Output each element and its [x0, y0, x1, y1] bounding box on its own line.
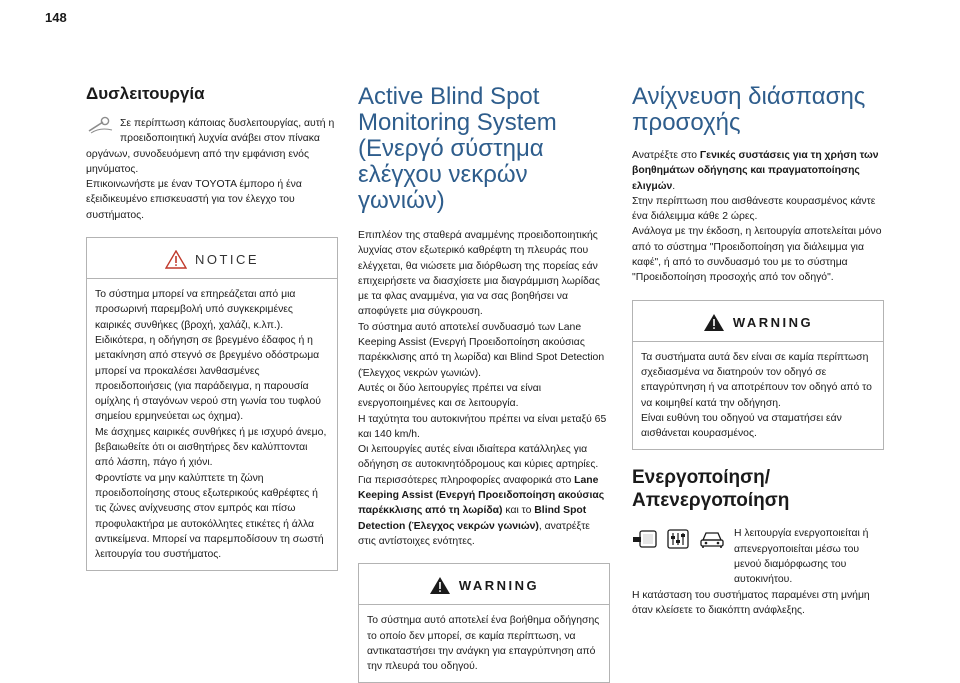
- car-icon: [698, 528, 726, 550]
- section-title-attention-detection: Ανίχνευση διάσπασης προσοχής: [632, 83, 866, 136]
- warning-header: [359, 572, 609, 605]
- column-malfunction: [86, 84, 338, 571]
- link-lane-keeping-assist: Lane Keeping Assist (Ενεργή Προειδοποίηση ακούσιας παρέκκλισης από τη λωρίδα): [358, 474, 605, 517]
- screen-menu-icon: [632, 528, 658, 550]
- paragraph: Η ταχύτητα του αυτοκινήτου πρέπει να είναι μεταξύ 65 και 140 km/h.: [358, 413, 607, 440]
- paragraph: Αυτές οι δύο λειτουργίες πρέπει να είναι ενεργοποιημένες και σε λειτουργία.: [358, 382, 542, 410]
- warning-text: Το σύστημα αυτό αποτελεί ένα βοήθημα οδήγησης το οποίο δεν μπορεί, σε καμία περίπτωση, να αντικαταστήσει την ανάγκη για επαγρύπνηση από την πλευρά του οδηγού.: [367, 615, 600, 673]
- warning-text: Τα συστήματα αυτά δεν είναι σε καμία περίπτωση σχεδιασμένα να διατηρούν τον οδηγό σε επαγρύπνηση ή να αποτρέπουν τον οδηγό από το να κοιμηθεί κατά την οδήγηση.: [641, 351, 872, 409]
- warning-triangle-icon: [165, 250, 187, 269]
- text-run: και το: [502, 505, 535, 517]
- section-title-active-blind-spot: Active Blind Spot Monitoring System (Ενεργό σύστημα ελέγχου νεκρών γωνιών): [358, 83, 557, 214]
- malfunction-text-2: Επικοινωνήστε με έναν TOYOTA έμπορο ή ένα εξειδικευμένο επισκευαστή για τον έλεγχο του συστήματος.: [86, 179, 302, 221]
- paragraph: Το σύστημα αυτό αποτελεί συνδυασμό των Lane Keeping Assist (Ενεργή Προειδοποίηση ακούσιας παρέκκλισης από τη λωρίδα) και Blind Spot Detection (Έλεγχος νεκρών γωνιών).: [358, 321, 605, 379]
- activation-icons: [632, 526, 726, 550]
- warning-label: WARNING: [732, 314, 814, 330]
- malfunction-text: Σε περίπτωση κάποιας δυσλειτουργίας, αυτή η προειδοποιητική λυχνία ανάβει στον πίνακα οργάνων, συνοδευόμενη από την εμφάνιση ενός μηνύματος.: [86, 118, 335, 175]
- warning-header: [633, 309, 883, 342]
- paragraph-cross-reference: [632, 148, 884, 194]
- text-run: .: [672, 180, 676, 192]
- text-run: Ανατρέξτε στο: [632, 150, 700, 161]
- activation-controls: [632, 526, 884, 587]
- notice-paragraph: Το σύστημα μπορεί να επηρεάζεται από μια προσωρινή παρεμβολή υπό συγκεκριμένες καιρικές συνθήκες (βροχή, χαλάζι, κ.λπ.).: [95, 289, 296, 331]
- malfunction-intro: [86, 116, 338, 223]
- notice-paragraph: Ειδικότερα, η οδήγηση σε βρεγμένο έδαφος ή η μετακίνηση από στεγνό σε βρεγμένο οδόστρωμα μπορεί να προκαλέσει λανθασμένες προειδοποιήσεις (για παράδειγμα, η παρουσία ομίχλης ή σταγόνων νερού στη γωνία του τυφλού σημείου ερμηνεύεται ως όχημα).: [95, 334, 321, 423]
- column-active-blind-spot: [358, 84, 610, 683]
- warning-box: [632, 300, 884, 451]
- text-run: Για περισσότερες πληροφορίες αναφορικά στο: [358, 474, 575, 486]
- paragraph: Η λειτουργία ενεργοποιείται ή απενεργοποιείται μέσω του μενού διαμόρφωσης του αυτοκινήτου.: [734, 528, 869, 586]
- paragraph: Οι λειτουργίες αυτές είναι ιδιαίτερα κατάλληλες για οδήγηση σε αυτοκινητόδρομους και κύριες αρτηρίες.: [358, 444, 599, 471]
- paragraph: Ανάλογα με την έκδοση, η λειτουργία αποτελείται μόνο από το σύστημα "Προειδοποίηση για διάλειμμα για καφέ", ή από το συνδυασμό του με το σύστημα "Προειδοποίηση προσοχής από τον οδηγό".: [632, 226, 882, 284]
- paragraph: Επιπλέον της σταθερά αναμμένης προειδοποιητικής λυχνίας στον εξωτερικό καθρέφτη τη πλευράς που ελέγχεται, θα νιώσετε μια διόρθωση της πορείας εάν επιχειρήσετε να διασχίσετε μια διαγράμμιση λωρίδας με τα φλας αναμμένα, για να σας βοηθήσει να αποφύγετε μια σύγκρουση.: [358, 230, 600, 318]
- notice-paragraph: Φροντίστε να μην καλύπτετε τη ζώνη προειδοποίησης στους εξωτερικούς καθρέφτες ή τις ζώνες ανίχνευσης στον εμπρός και πίσω προφυλακτήρα με αυτοκόλλητες ετικέτες ή άλλα αντικείμενα. Μπορεί να παρεμποδίσουν τη σωστή λειτουργία του συστήματος.: [95, 472, 324, 561]
- wrench-warning-icon: [86, 116, 114, 134]
- notice-header: [87, 246, 337, 279]
- notice-paragraph: Με άσχημες καιρικές συνθήκες ή με ισχυρό άνεμο, βεβαιωθείτε ότι οι αισθητήρες δεν καλύπτονται από λάσπη, πάγο ή χιόνι.: [95, 426, 327, 469]
- paragraph: Η κατάσταση του συστήματος παραμένει στη μνήμη όταν κλείσετε το διακόπτη ανάφλεξης.: [632, 589, 870, 616]
- warning-triangle-icon: [703, 313, 725, 332]
- paragraph: Στην περίπτωση που αισθάνεστε κουρασμένος κάντε ένα διάλειμμα κάθε 2 ώρες.: [632, 195, 876, 223]
- notice-label: NOTICE: [194, 252, 260, 268]
- link-general-recommendations: Γενικές συστάσεις για τη χρήση των βοηθημάτων οδήγησης και πραγματοποίησης ελιγμών: [632, 150, 879, 192]
- active-blind-spot-body: [358, 228, 610, 549]
- settings-panel-icon: [666, 528, 690, 550]
- paragraph-cross-reference: [358, 473, 610, 549]
- section-title-activation: Ενεργοποίηση/ Απενεργοποίηση: [632, 467, 790, 512]
- warning-label: WARNING: [458, 578, 540, 594]
- column-attention-detection: [632, 84, 884, 618]
- warning-box: [358, 563, 610, 683]
- attention-body: [632, 148, 884, 286]
- text-run: , ανατρέξτε στις αντίστοιχες ενότητες.: [358, 520, 590, 547]
- section-title-malfunction: Δυσλειτουργία: [86, 84, 205, 103]
- link-blind-spot-detection: Blind Spot Detection (Έλεγχος νεκρών γωνιών): [358, 505, 587, 532]
- warning-triangle-icon: [429, 576, 451, 595]
- notice-box: [86, 237, 338, 571]
- warning-text: Είναι ευθύνη του οδηγού να σταματήσει εάν αισθάνεται κουρασμένος.: [641, 412, 842, 440]
- page-number: 148: [45, 10, 67, 25]
- activation-text: [734, 526, 884, 587]
